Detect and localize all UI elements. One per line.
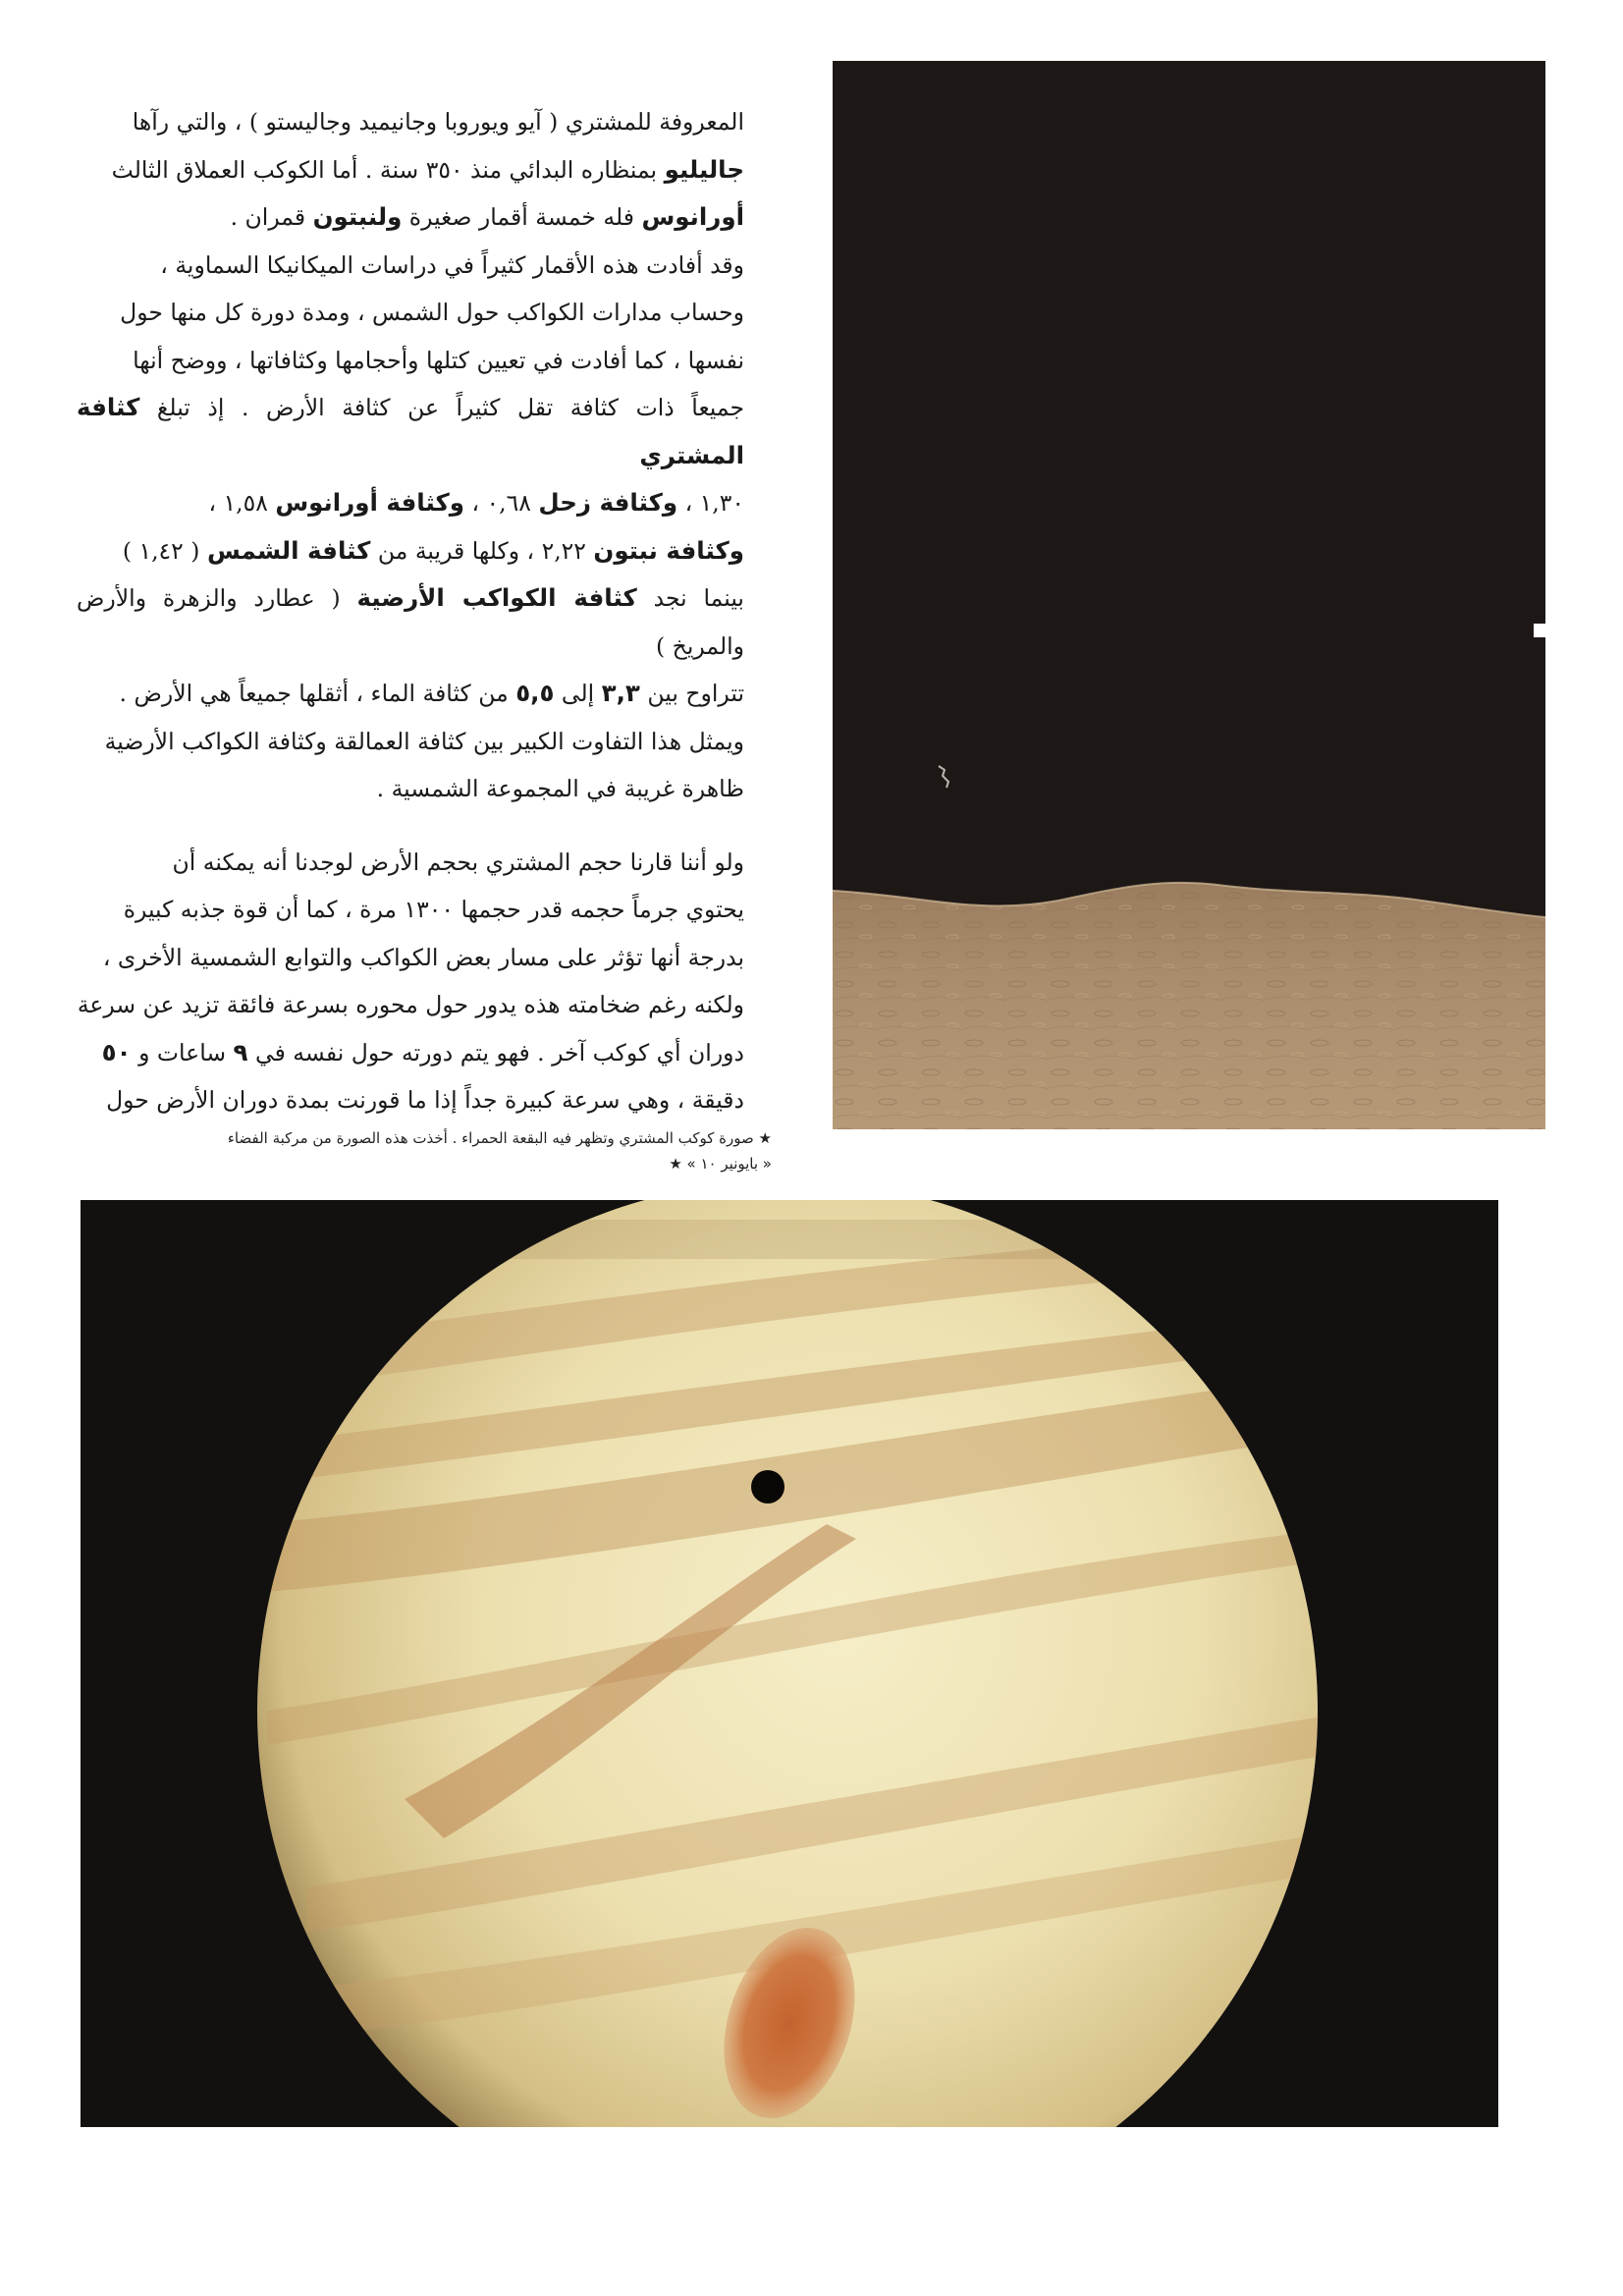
paragraph-1: [77, 98, 744, 242]
text-span: من كثافة الماء ، أثقلها جميعاً هي الأرض .: [119, 680, 509, 707]
text-span: ٠,٦٨ ،: [471, 489, 531, 517]
bold-term: جاليليو: [664, 154, 744, 184]
bold-term: أورانوس: [641, 202, 744, 231]
bold-number: ٩: [233, 1037, 248, 1066]
text-span: ساعات و: [138, 1038, 227, 1066]
text-span: جميعاً ذات كثافة تقل كثيراً عن كثافة الأرض . إذ تبلغ: [156, 394, 744, 421]
moon-shadow: [751, 1470, 784, 1503]
bold-term: وكثافة نبتون: [593, 535, 744, 565]
jupiter-illustration: [81, 1200, 1498, 2127]
page-edge-mark: [1534, 624, 1547, 637]
article-text: [77, 98, 744, 1124]
text-span: قمران .: [230, 203, 306, 231]
text-span: ١,٥٨ ،: [208, 489, 268, 517]
text-line: وحساب مدارات الكواكب حول الشمس ، ومدة دورة كل منها حول: [120, 299, 744, 326]
text-span: ( ١,٤٢ ): [122, 536, 200, 565]
paragraph-2: [77, 242, 744, 813]
text-line: المعروفة للمشتري ( آيو ويوروبا وجانيميد وجاليستو ) ، والتي رآها: [132, 108, 744, 136]
bold-term: وكثافة أورانوس: [275, 488, 464, 517]
bold-term: ولنبتون: [312, 202, 403, 231]
lunar-horizon-illustration: [833, 61, 1545, 1129]
text-line: ولو أننا قارنا حجم المشتري بحجم الأرض لوجدنا أنه يمكنه أن: [172, 847, 744, 876]
paragraph-3: [77, 839, 744, 1124]
text-span: ( عطارد والزهرة والأرض والمريخ ): [77, 584, 744, 660]
text-line: دقيقة ، وهي سرعة كبيرة جداً إذا ما قورنت بمدة دوران الأرض حول: [106, 1086, 744, 1114]
text-line: بمنظاره البدائي منذ ٣٥٠ سنة . أما الكوكب العملاق الثالث: [111, 155, 658, 184]
bold-number: ٥,٥: [515, 679, 555, 707]
text-line: وقد أفادت هذه الأقمار كثيراً في دراسات الميكانيكا السماوية ،: [160, 250, 744, 279]
lunar-craters: [833, 883, 1545, 1129]
jupiter-photo: [81, 1200, 1498, 2127]
text-line: نفسها ، كما أفادت في تعيين كتلها وأحجامها وكثافاتها ، ووضح أنها: [133, 346, 744, 374]
bold-term: وكثافة زحل: [538, 488, 678, 517]
text-line: يحتوي جرماً حجمه قدر حجمها ١٣٠٠ مرة ، كما أن قوة جذبه كبيرة: [123, 896, 744, 923]
bold-number: ٣,٣: [601, 679, 640, 707]
text-span: فله خمسة أقمار صغيرة: [408, 203, 635, 231]
text-line: بدرجة أنها تؤثر على مسار بعض الكواكب والتوابع الشمسية الأخرى ،: [102, 943, 744, 971]
text-span: بينما نجد: [653, 584, 744, 612]
text-span: ١,٣٠ ،: [684, 489, 744, 517]
text-span: ٢,٢٢ ، وكلها قريبة من: [377, 536, 586, 565]
text-span: دوران أي كوكب آخر . فهو يتم دورته حول نفسه في: [255, 1038, 744, 1066]
photo-caption: [55, 1125, 772, 1176]
text-line: ولكنه رغم ضخامته هذه يدور حول محوره بسرعة فائقة تزيد عن سرعة: [77, 991, 744, 1018]
text-span: تتراوح بين: [647, 680, 744, 707]
caption-line: ★ صورة كوكب المشتري وتظهر فيه البقعة الحمراء . أخذت هذه الصورة من مركبة الفضاء: [227, 1129, 772, 1147]
text-span: إلى: [561, 680, 595, 707]
text-line: ظاهرة غريبة في المجموعة الشمسية .: [376, 775, 744, 802]
bold-term: كثافة الشمس: [206, 535, 371, 565]
caption-line: « بايونير ١٠ » ★: [669, 1155, 772, 1173]
bold-number: ٥٠: [101, 1037, 132, 1066]
bold-term: كثافة المشتري: [77, 393, 744, 469]
bold-term: كثافة الكواكب الأرضية: [356, 583, 637, 612]
text-line: ويمثل هذا التفاوت الكبير بين كثافة العمالقة وكثافة الكواكب الأرضية: [104, 727, 744, 755]
lunar-horizon-photo: [833, 61, 1545, 1129]
